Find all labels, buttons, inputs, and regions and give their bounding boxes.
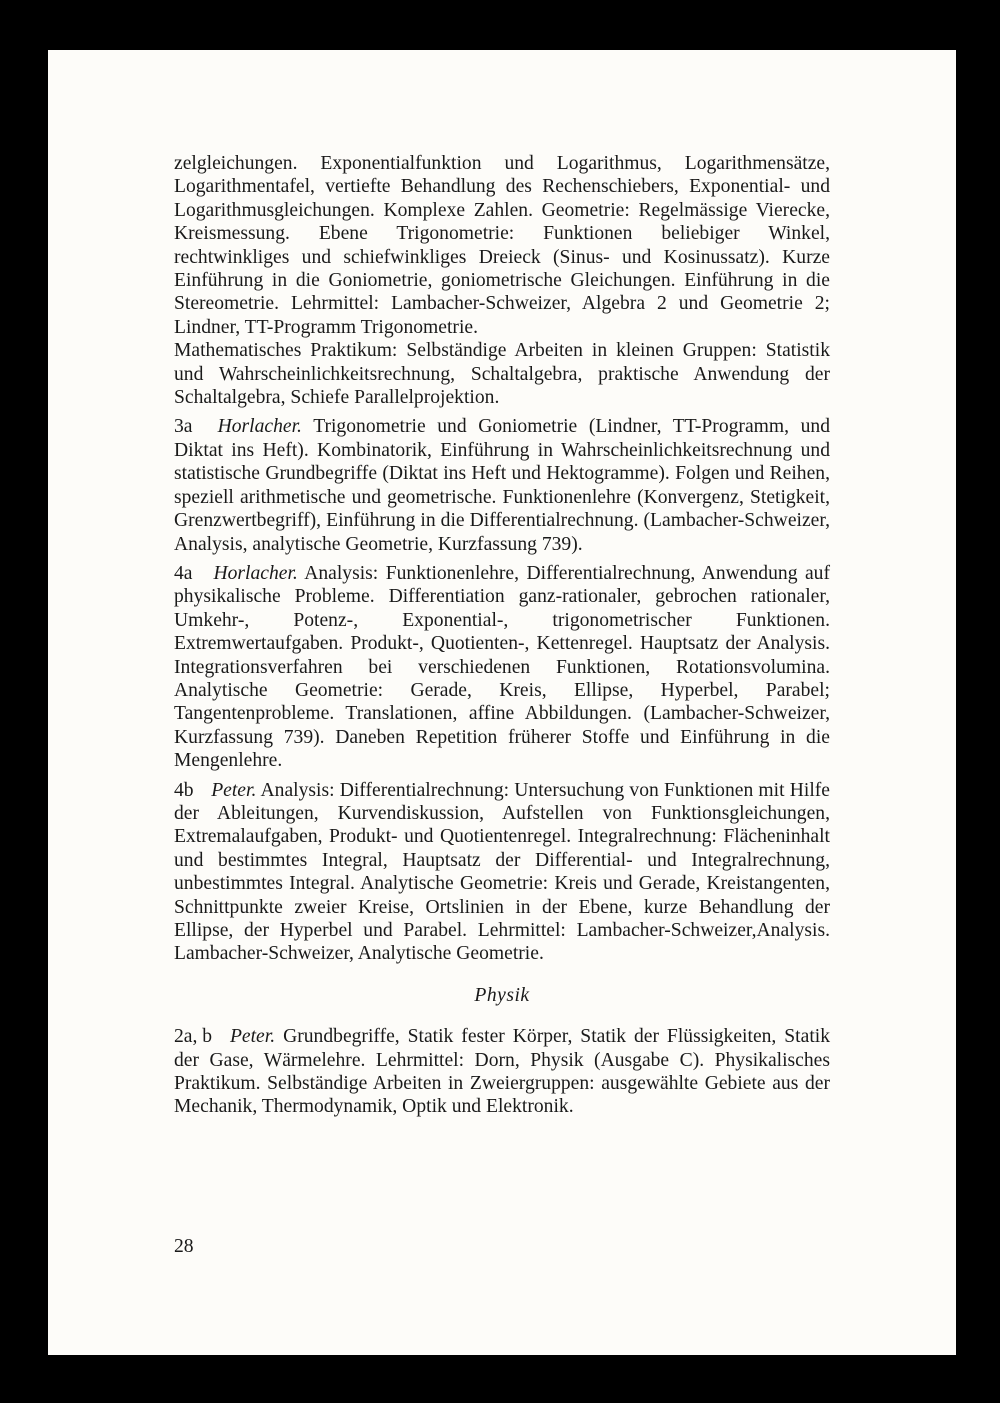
entry-class-label: 4a <box>174 562 193 584</box>
entry-teacher: Horlacher. <box>213 562 298 584</box>
mathematik-praktikum: Mathematisches Praktikum: Selbständige Arbeiten in kleinen Gruppen: Statistik und Wahrscheinlichkeitsrechnung, Schaltalgebra, praktische Anwendung der Schaltalgebra, Schiefe Parallelprojektion. <box>174 340 830 409</box>
entry-class-label: 4b <box>174 779 194 801</box>
entry-text: Analysis: Funktionenlehre, Differentialrechnung, Anwendung auf physikalische Probleme. Differentiation ganz-rationaler, gebrochen rationaler, Umkehr-, Potenz-, Exponential-, trigonometrischer Funktionen. Extremwertaufgaben. Produkt-, Quotienten-, Kettenregel. Hauptsatz der Analysis. Integrationsverfahren bei verschiedenen Funktionen, Rotationsvolumina. Analytische Geometrie: Gerade, Kreis, Ellipse, Hyperbel, Parabel; Tangentenprobleme. Translationen, affine Abbildungen. (Lambacher-Schweizer, Kurzfassung 739). Daneben Repetition früherer Stoffe und Einführung in die Mengenlehre. <box>174 562 830 772</box>
entry-3a <box>174 415 830 555</box>
entry-text: Analysis: Differentialrechnung: Untersuchung von Funktionen mit Hilfe der Ableitungen, Kurvendiskussion, Aufstellen von Funktionsgleichungen, Extremalaufgaben, Produkt- und Quotientenregel. Integralrechnung: Flächeninhalt und bestimmtes Integral, Hauptsatz der Differential- und Integralrechnung, unbestimmtes Integral. Analytische Geometrie: Kreis und Gerade, Kreistangenten, Schnittpunkte zweier Kreise, Ortslinien in der Ebene, kurze Behandlung der Ellipse, der Hyperbel und Parabel. Lehrmittel: Lambacher-Schweizer,Analysis. Lambacher-Schweizer, Analytische Geometrie. <box>174 779 831 965</box>
page-body <box>174 152 830 1119</box>
mathematik-continuation: zelgleichungen. Exponentialfunktion und Logarithmus, Logarithmensätze, Logarithmentafel, vertiefte Behandlung des Rechenschiebers, Exponential- und Logarithmusgleichungen. Komplexe Zahlen. Geometrie: Regelmässige Vierecke, Kreismessung. Ebene Trigonometrie: Funktionen beliebiger Winkel, rechtwinkliges und schiefwinkliges Dreieck (Sinus- und Kosinussatz). Kurze Einführung in die Goniometrie, goniometrische Gleichungen. Einführung in die Stereometrie. Lehrmittel: Lambacher-Schweizer, Algebra 2 und Geometrie 2; Lindner, TT-Programm Trigonometrie. <box>174 153 830 338</box>
entry-text: Grundbegriffe, Statik fester Körper, Statik der Flüssigkeiten, Statik der Gase, Wärmelehre. Lehrmittel: Dorn, Physik (Ausgabe C). Physikalisches Praktikum. Selbständige Arbeiten in Zweiergruppen: ausgewählte Gebiete aus der Mechanik, Thermodynamik, Optik und Elektronik. <box>174 1026 830 1118</box>
entry-4b <box>174 779 830 966</box>
document-page <box>48 50 956 1355</box>
entry-teacher: Horlacher. <box>217 416 302 438</box>
entry-class-label: 3a <box>174 416 193 438</box>
page-number: 28 <box>174 1236 194 1257</box>
entry-2ab <box>174 1025 830 1119</box>
entry-text: Trigonometrie und Goniometrie (Lindner, TT-Programm, und Diktat ins Heft). Kombinatorik, Einführung in Wahrscheinlichkeitsrechnung und statistische Grundbegriffe (Diktat ins Heft und Hektogramme). Folgen und Reihen, speziell arithmetische und geometrische. Funktionenlehre (Konvergenz, Stetigkeit, Grenzwertbegriff), Einführung in die Differentialrechnung. (Lambacher-Schweizer, Analysis, analytische Geometrie, Kurzfassung 739). <box>174 416 830 555</box>
entry-class-label: 2a, b <box>174 1026 213 1048</box>
entry-teacher: Peter. <box>211 779 257 801</box>
section-heading-physik: Physik <box>474 984 530 1006</box>
entry-4a <box>174 562 830 773</box>
entry-teacher: Peter. <box>229 1026 276 1048</box>
